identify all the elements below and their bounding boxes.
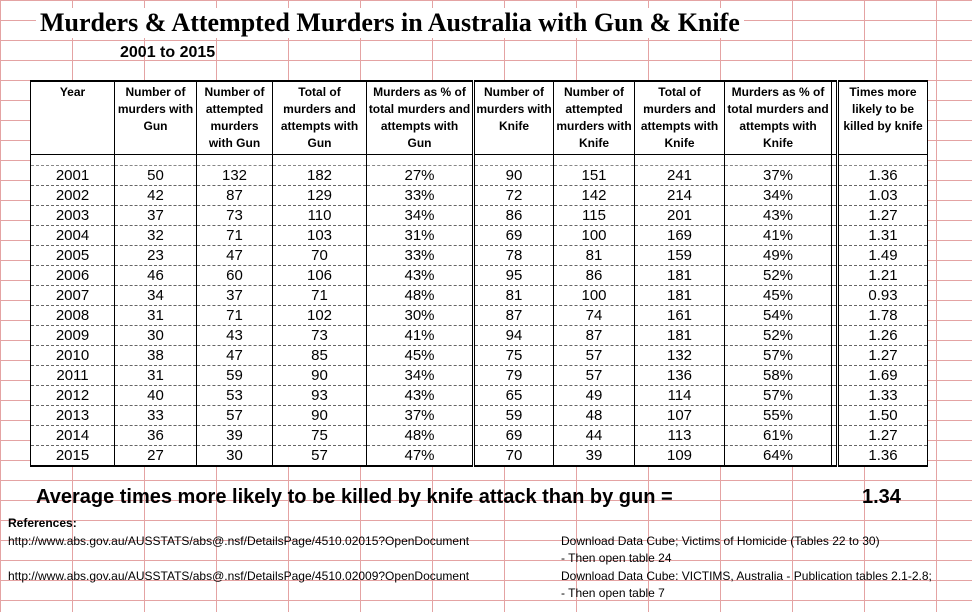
cell-times-likely: 1.21 xyxy=(838,266,928,286)
cell-knife-total: 109 xyxy=(635,446,725,467)
cell-knife-murders: 70 xyxy=(474,446,554,467)
cell-gun-attempted: 47 xyxy=(197,346,273,366)
cell-gun-murders: 46 xyxy=(115,266,197,286)
cell-knife-percent: 52% xyxy=(725,266,832,286)
reference-url-1[interactable]: http://www.abs.gov.au/AUSSTATS/abs@.nsf/DetailsPage/4510.02015?OpenDocument xyxy=(8,534,470,548)
cell-gun-total: 106 xyxy=(273,266,367,286)
cell-knife-attempted: 86 xyxy=(554,266,635,286)
cell-year: 2011 xyxy=(31,366,115,386)
header-knife-attempted: Number of attempted murders with Knife xyxy=(554,81,635,155)
cell-gun-murders: 32 xyxy=(115,226,197,246)
cell-knife-percent: 41% xyxy=(725,226,832,246)
cell-knife-murders: 75 xyxy=(474,346,554,366)
cell-gun-total: 102 xyxy=(273,306,367,326)
cell-gun-percent: 37% xyxy=(367,406,474,426)
cell-knife-total: 159 xyxy=(635,246,725,266)
spacer-row xyxy=(31,155,928,166)
header-times-likely: Times more likely to be killed by knife xyxy=(838,81,928,155)
table-body xyxy=(31,155,928,467)
table-row xyxy=(31,266,928,286)
cell-year: 2008 xyxy=(31,306,115,326)
references-heading: References: xyxy=(8,516,77,530)
cell-year: 2003 xyxy=(31,206,115,226)
cell-times-likely: 1.33 xyxy=(838,386,928,406)
cell-gun-total: 75 xyxy=(273,426,367,446)
cell-gun-murders: 23 xyxy=(115,246,197,266)
cell-year: 2007 xyxy=(31,286,115,306)
cell-knife-percent: 45% xyxy=(725,286,832,306)
table-row xyxy=(31,326,928,346)
cell-knife-total: 214 xyxy=(635,186,725,206)
table-row xyxy=(31,286,928,306)
cell-gun-percent: 43% xyxy=(367,386,474,406)
cell-knife-murders: 90 xyxy=(474,166,554,186)
cell-year: 2015 xyxy=(31,446,115,467)
cell-knife-total: 201 xyxy=(635,206,725,226)
cell-gun-attempted: 39 xyxy=(197,426,273,446)
cell-knife-attempted: 57 xyxy=(554,366,635,386)
cell-times-likely: 1.26 xyxy=(838,326,928,346)
cell-knife-percent: 61% xyxy=(725,426,832,446)
cell-year: 2013 xyxy=(31,406,115,426)
cell-gun-attempted: 71 xyxy=(197,306,273,326)
cell-knife-percent: 52% xyxy=(725,326,832,346)
table-row xyxy=(31,426,928,446)
cell-knife-murders: 69 xyxy=(474,226,554,246)
cell-gun-murders: 30 xyxy=(115,326,197,346)
cell-knife-percent: 64% xyxy=(725,446,832,467)
cell-times-likely: 1.69 xyxy=(838,366,928,386)
cell-times-likely: 1.50 xyxy=(838,406,928,426)
cell-gun-total: 182 xyxy=(273,166,367,186)
header-knife-total: Total of murders and attempts with Knife xyxy=(635,81,725,155)
cell-gun-percent: 48% xyxy=(367,426,474,446)
cell-knife-attempted: 151 xyxy=(554,166,635,186)
cell-gun-murders: 36 xyxy=(115,426,197,446)
cell-gun-attempted: 71 xyxy=(197,226,273,246)
cell-gun-total: 90 xyxy=(273,406,367,426)
cell-gun-attempted: 43 xyxy=(197,326,273,346)
cell-gun-percent: 33% xyxy=(367,186,474,206)
cell-knife-total: 113 xyxy=(635,426,725,446)
average-label: Average times more likely to be killed by knife attack than by gun = xyxy=(36,486,673,508)
cell-gun-murders: 31 xyxy=(115,366,197,386)
cell-knife-attempted: 39 xyxy=(554,446,635,467)
cell-knife-percent: 43% xyxy=(725,206,832,226)
cell-knife-total: 181 xyxy=(635,266,725,286)
header-gun-murders: Number of murders with Gun xyxy=(115,81,197,155)
cell-times-likely: 1.49 xyxy=(838,246,928,266)
cell-knife-murders: 95 xyxy=(474,266,554,286)
cell-knife-attempted: 44 xyxy=(554,426,635,446)
cell-gun-attempted: 53 xyxy=(197,386,273,406)
cell-knife-total: 181 xyxy=(635,326,725,346)
reference-note-1b: - Then open table 24 xyxy=(561,551,672,565)
cell-year: 2010 xyxy=(31,346,115,366)
cell-gun-percent: 41% xyxy=(367,326,474,346)
cell-knife-attempted: 74 xyxy=(554,306,635,326)
cell-gun-total: 129 xyxy=(273,186,367,206)
cell-gun-total: 103 xyxy=(273,226,367,246)
cell-gun-murders: 42 xyxy=(115,186,197,206)
cell-gun-percent: 43% xyxy=(367,266,474,286)
table-row xyxy=(31,366,928,386)
cell-knife-murders: 94 xyxy=(474,326,554,346)
cell-year: 2012 xyxy=(31,386,115,406)
cell-knife-attempted: 115 xyxy=(554,206,635,226)
cell-gun-total: 110 xyxy=(273,206,367,226)
cell-gun-total: 57 xyxy=(273,446,367,467)
cell-knife-percent: 49% xyxy=(725,246,832,266)
cell-gun-attempted: 59 xyxy=(197,366,273,386)
cell-knife-percent: 57% xyxy=(725,386,832,406)
reference-note-2a: Download Data Cube: VICTIMS, Australia - Publication tables 2.1-2.8; xyxy=(561,569,932,583)
cell-knife-murders: 59 xyxy=(474,406,554,426)
cell-gun-murders: 38 xyxy=(115,346,197,366)
table-row xyxy=(31,206,928,226)
table-row xyxy=(31,306,928,326)
cell-times-likely: 1.03 xyxy=(838,186,928,206)
cell-knife-murders: 87 xyxy=(474,306,554,326)
header-year: Year xyxy=(31,81,115,155)
cell-knife-total: 181 xyxy=(635,286,725,306)
cell-times-likely: 1.36 xyxy=(838,166,928,186)
cell-knife-attempted: 100 xyxy=(554,226,635,246)
cell-gun-murders: 33 xyxy=(115,406,197,426)
cell-knife-total: 241 xyxy=(635,166,725,186)
cell-knife-total: 107 xyxy=(635,406,725,426)
cell-knife-attempted: 57 xyxy=(554,346,635,366)
cell-gun-total: 71 xyxy=(273,286,367,306)
cell-knife-total: 114 xyxy=(635,386,725,406)
cell-gun-percent: 31% xyxy=(367,226,474,246)
page-title: Murders & Attempted Murders in Australia with Gun & Knife xyxy=(36,8,744,38)
cell-gun-percent: 45% xyxy=(367,346,474,366)
cell-gun-total: 93 xyxy=(273,386,367,406)
subtitle: 2001 to 2015 xyxy=(120,44,216,61)
cell-gun-murders: 50 xyxy=(115,166,197,186)
cell-gun-percent: 47% xyxy=(367,446,474,467)
cell-knife-percent: 34% xyxy=(725,186,832,206)
cell-knife-percent: 58% xyxy=(725,366,832,386)
reference-note-1a: Download Data Cube; Victims of Homicide (Tables 22 to 30) xyxy=(561,534,880,548)
cell-gun-percent: 34% xyxy=(367,366,474,386)
cell-gun-attempted: 73 xyxy=(197,206,273,226)
table-row xyxy=(31,186,928,206)
cell-year: 2002 xyxy=(31,186,115,206)
cell-knife-attempted: 100 xyxy=(554,286,635,306)
cell-gun-murders: 27 xyxy=(115,446,197,467)
header-gun-attempted: Number of attempted murders with Gun xyxy=(197,81,273,155)
cell-times-likely: 1.31 xyxy=(838,226,928,246)
reference-note-2b: - Then open table 7 xyxy=(561,586,665,600)
cell-knife-attempted: 87 xyxy=(554,326,635,346)
cell-knife-attempted: 81 xyxy=(554,246,635,266)
cell-gun-total: 90 xyxy=(273,366,367,386)
cell-knife-murders: 69 xyxy=(474,426,554,446)
reference-url-2[interactable]: http://www.abs.gov.au/AUSSTATS/abs@.nsf/DetailsPage/4510.02009?OpenDocument xyxy=(8,569,470,583)
cell-knife-percent: 54% xyxy=(725,306,832,326)
cell-year: 2001 xyxy=(31,166,115,186)
cell-times-likely: 1.27 xyxy=(838,346,928,366)
cell-gun-percent: 34% xyxy=(367,206,474,226)
data-table xyxy=(30,80,928,467)
header-gun-percent: Murders as % of total murders and attempts with Gun xyxy=(367,81,474,155)
cell-gun-attempted: 57 xyxy=(197,406,273,426)
table-row xyxy=(31,346,928,366)
cell-gun-attempted: 30 xyxy=(197,446,273,467)
header-knife-murders: Number of murders with Knife xyxy=(474,81,554,155)
cell-gun-murders: 34 xyxy=(115,286,197,306)
cell-gun-attempted: 132 xyxy=(197,166,273,186)
cell-gun-percent: 33% xyxy=(367,246,474,266)
table-row xyxy=(31,226,928,246)
cell-knife-attempted: 49 xyxy=(554,386,635,406)
table-row xyxy=(31,386,928,406)
cell-knife-total: 169 xyxy=(635,226,725,246)
cell-gun-total: 70 xyxy=(273,246,367,266)
table-row xyxy=(31,406,928,426)
cell-gun-attempted: 37 xyxy=(197,286,273,306)
cell-times-likely: 0.93 xyxy=(838,286,928,306)
cell-year: 2006 xyxy=(31,266,115,286)
cell-knife-total: 132 xyxy=(635,346,725,366)
cell-gun-total: 85 xyxy=(273,346,367,366)
cell-gun-attempted: 47 xyxy=(197,246,273,266)
cell-year: 2009 xyxy=(31,326,115,346)
header-row xyxy=(31,81,928,155)
cell-knife-percent: 55% xyxy=(725,406,832,426)
table-row xyxy=(31,166,928,186)
header-gun-total: Total of murders and attempts with Gun xyxy=(273,81,367,155)
cell-knife-percent: 57% xyxy=(725,346,832,366)
cell-knife-attempted: 48 xyxy=(554,406,635,426)
cell-knife-total: 161 xyxy=(635,306,725,326)
table-row xyxy=(31,246,928,266)
cell-times-likely: 1.27 xyxy=(838,426,928,446)
cell-year: 2004 xyxy=(31,226,115,246)
cell-knife-murders: 65 xyxy=(474,386,554,406)
cell-times-likely: 1.36 xyxy=(838,446,928,467)
cell-year: 2014 xyxy=(31,426,115,446)
cell-gun-murders: 40 xyxy=(115,386,197,406)
cell-knife-attempted: 142 xyxy=(554,186,635,206)
cell-gun-total: 73 xyxy=(273,326,367,346)
cell-year: 2005 xyxy=(31,246,115,266)
cell-knife-murders: 86 xyxy=(474,206,554,226)
average-value: 1.34 xyxy=(862,486,901,508)
cell-gun-murders: 31 xyxy=(115,306,197,326)
cell-knife-murders: 78 xyxy=(474,246,554,266)
cell-times-likely: 1.78 xyxy=(838,306,928,326)
cell-knife-murders: 72 xyxy=(474,186,554,206)
cell-gun-attempted: 87 xyxy=(197,186,273,206)
cell-gun-attempted: 60 xyxy=(197,266,273,286)
table-row xyxy=(31,446,928,467)
cell-knife-murders: 79 xyxy=(474,366,554,386)
cell-knife-murders: 81 xyxy=(474,286,554,306)
cell-times-likely: 1.27 xyxy=(838,206,928,226)
cell-gun-percent: 27% xyxy=(367,166,474,186)
cell-gun-percent: 48% xyxy=(367,286,474,306)
header-knife-percent: Murders as % of total murders and attempts with Knife xyxy=(725,81,832,155)
cell-knife-total: 136 xyxy=(635,366,725,386)
cell-knife-percent: 37% xyxy=(725,166,832,186)
cell-gun-murders: 37 xyxy=(115,206,197,226)
cell-gun-percent: 30% xyxy=(367,306,474,326)
